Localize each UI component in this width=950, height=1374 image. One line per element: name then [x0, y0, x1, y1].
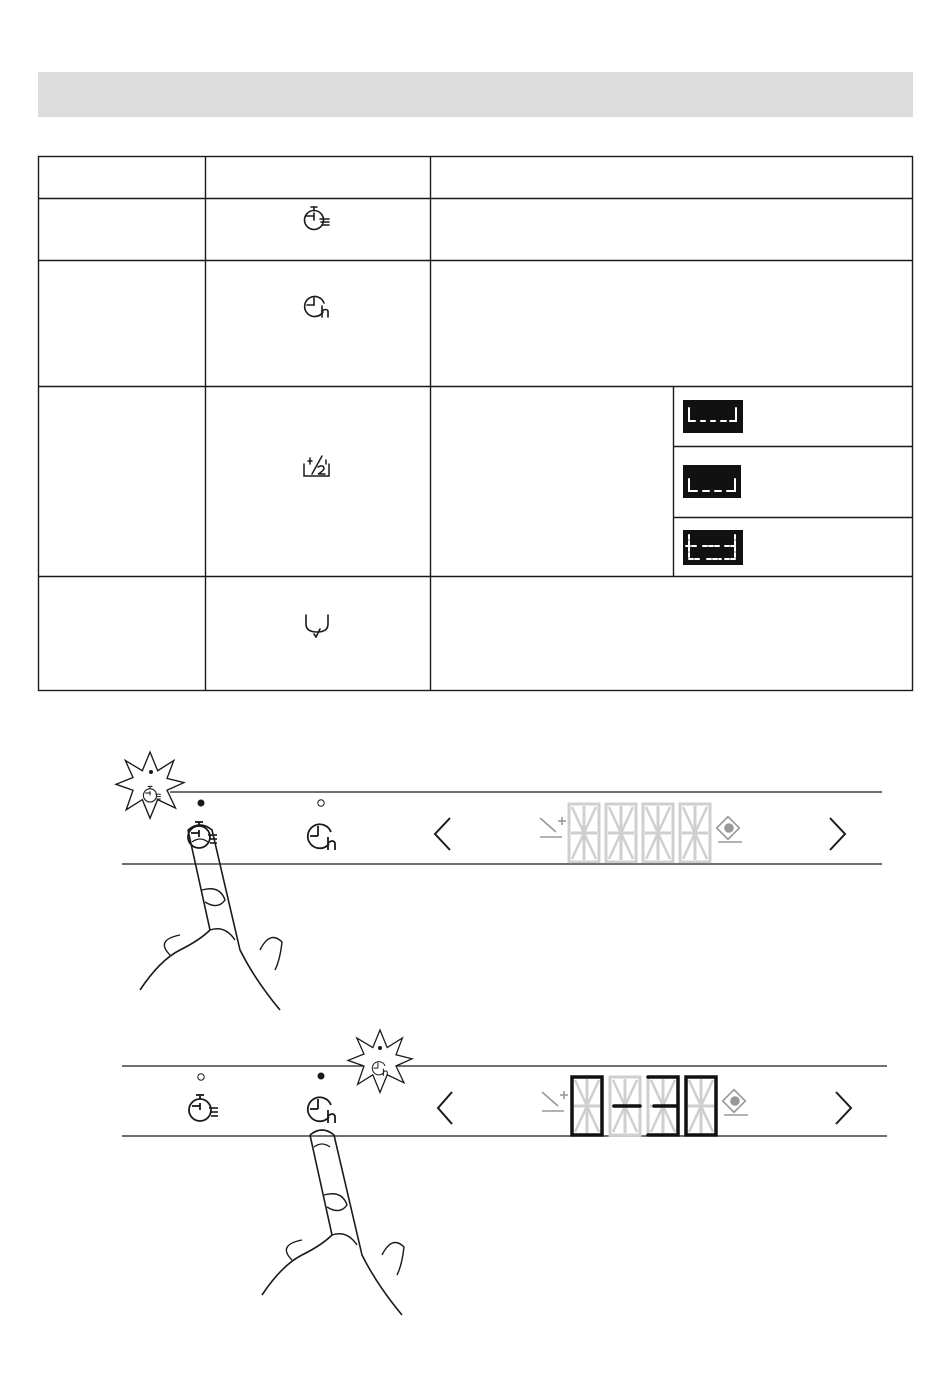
- right-arrow-icon: [836, 1092, 851, 1124]
- minute-minder-button-icon: [189, 1095, 218, 1121]
- left-arrow-icon: [438, 1092, 452, 1124]
- control-panel-1: [116, 752, 882, 1010]
- right-arrow-icon: [830, 818, 845, 850]
- highlight-burst: [116, 752, 184, 818]
- end-time-button-icon: [308, 824, 335, 850]
- display-area-2: [572, 1077, 716, 1161]
- display-text: 0-30: [644, 1160, 647, 1161]
- rinse-indicator-icon: [723, 1090, 748, 1115]
- minute-minder-indicator: [198, 1074, 204, 1080]
- display-area-1: [569, 804, 710, 862]
- rinse-indicator-icon: [717, 817, 742, 842]
- end-time-indicator: [318, 800, 324, 806]
- end-time-indicator: [318, 1073, 325, 1080]
- highlight-burst: [348, 1030, 412, 1092]
- end-time-button-icon: [308, 1097, 335, 1123]
- control-panel-2: [122, 1030, 887, 1315]
- hand-pointer-1: [140, 825, 282, 1010]
- minute-minder-indicator: [198, 800, 205, 807]
- left-arrow-icon: [435, 818, 450, 850]
- hand-pointer-2: [262, 1130, 404, 1315]
- plus-indicator-icon: [542, 1091, 568, 1111]
- plus-indicator-icon: [540, 817, 566, 837]
